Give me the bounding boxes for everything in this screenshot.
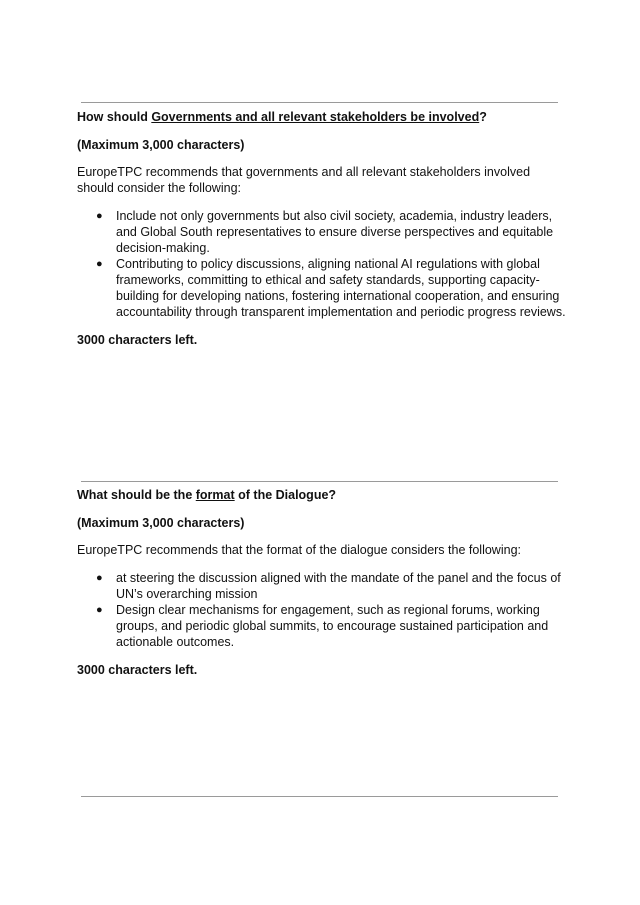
divider-bottom <box>81 796 558 797</box>
max-characters-note: (Maximum 3,000 characters) <box>77 138 245 152</box>
max-characters-note: (Maximum 3,000 characters) <box>77 516 245 530</box>
divider-middle <box>81 481 558 482</box>
divider-top <box>81 102 558 103</box>
list-item: ● Design clear mechanisms for engagement, such as regional forums, working groups, and periodic global summits, to encourage sustained participation and actionable outcomes. <box>96 603 549 649</box>
section-stakeholders <box>77 109 567 348</box>
list-item: ● Include not only governments but also civil society, academia, industry leaders, and Global South representatives to ensure diverse perspectives and equitable decision-making. <box>96 209 554 255</box>
heading-underlined-text: Governments and all relevant stakeholders be involved <box>151 110 480 124</box>
characters-left-counter: 3000 characters left. <box>77 333 198 347</box>
bullet-list <box>77 208 567 320</box>
list-item: ● Contributing to policy discussions, aligning national AI regulations with global frameworks, committing to ethical and safety standards, supporting capacity-building for developing nations, fostering international cooperation, and ensuring accountability through transparent implementation and periodic progress reviews. <box>96 257 566 319</box>
bullet-list <box>77 570 567 650</box>
heading-underlined-text: format <box>195 488 235 502</box>
list-item: ● at steering the discussion aligned with the mandate of the panel and the focus of UN’s overarching mission <box>96 571 561 601</box>
section-heading: What should be the format of the Dialogue? <box>77 488 337 502</box>
bullet-icon: ● <box>96 210 103 222</box>
section-heading: How should Governments and all relevant stakeholders be involved? <box>77 110 487 124</box>
intro-paragraph: EuropeTPC recommends that the format of the dialogue considers the following: <box>77 543 521 557</box>
bullet-icon: ● <box>96 258 103 270</box>
intro-paragraph: EuropeTPC recommends that governments and all relevant stakeholders involved should consider the following: <box>77 165 531 195</box>
bullet-icon: ● <box>96 572 103 584</box>
characters-left-counter: 3000 characters left. <box>77 663 198 677</box>
bullet-icon: ● <box>96 604 103 616</box>
section-format <box>77 487 567 678</box>
